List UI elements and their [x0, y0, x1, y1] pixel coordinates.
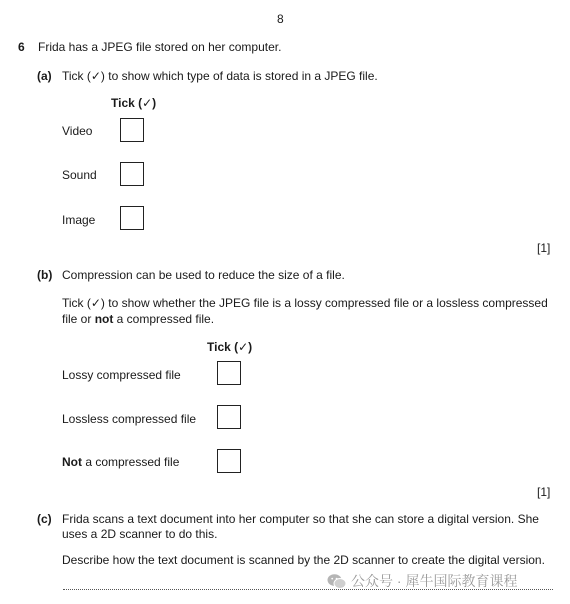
prompt-emphasis: not	[94, 312, 114, 326]
option-video-label: Video	[62, 124, 93, 138]
option-image-checkbox[interactable]	[120, 206, 144, 230]
part-a-label: (a)	[37, 69, 52, 83]
option-image-label: Image	[62, 213, 96, 227]
option-lossless-label: Lossless compressed file	[62, 412, 197, 426]
question-stem: Frida has a JPEG file stored on her computer.	[38, 40, 282, 54]
part-b-prompt-line2	[62, 312, 214, 326]
option-text: a compressed file	[82, 455, 180, 469]
option-not-compressed-label	[62, 455, 179, 469]
question-number: 6	[18, 40, 25, 54]
part-b-label: (b)	[37, 268, 53, 282]
prompt-text: file or	[62, 312, 95, 326]
part-c-label: (c)	[37, 512, 52, 526]
part-b-intro: Compression can be used to reduce the size of a file.	[62, 268, 345, 282]
option-emphasis: Not	[62, 455, 82, 469]
wechat-icon	[327, 573, 347, 590]
option-video-checkbox[interactable]	[120, 118, 144, 142]
option-not-compressed-checkbox[interactable]	[217, 449, 241, 473]
watermark-text: 公众号 · 犀牛国际教育课程	[351, 573, 518, 589]
option-sound-checkbox[interactable]	[120, 162, 144, 186]
part-a-marks: [1]	[537, 241, 551, 255]
watermark	[327, 571, 517, 591]
option-lossy-label: Lossy compressed file	[62, 368, 181, 382]
part-b-prompt-line1: Tick (✓) to show whether the JPEG file is a lossy compressed file or a lossless compressed	[62, 296, 548, 310]
part-b-marks: [1]	[537, 485, 551, 499]
prompt-text: a compressed file.	[113, 312, 215, 326]
part-b-tick-header: Tick (✓)	[207, 340, 253, 354]
part-a-prompt: Tick (✓) to show which type of data is stored in a JPEG file.	[62, 69, 378, 83]
option-lossy-checkbox[interactable]	[217, 361, 241, 385]
option-sound-label: Sound	[62, 168, 97, 182]
part-c-line1: Frida scans a text document into her computer so that she can store a digital version. She	[62, 512, 539, 526]
part-c-line2: uses a 2D scanner to do this.	[62, 527, 218, 541]
part-a-tick-header: Tick (✓)	[111, 96, 157, 110]
page-number: 8	[277, 12, 284, 26]
part-c-prompt: Describe how the text document is scanned by the 2D scanner to create the digital version.	[62, 553, 545, 567]
option-lossless-checkbox[interactable]	[217, 405, 241, 429]
